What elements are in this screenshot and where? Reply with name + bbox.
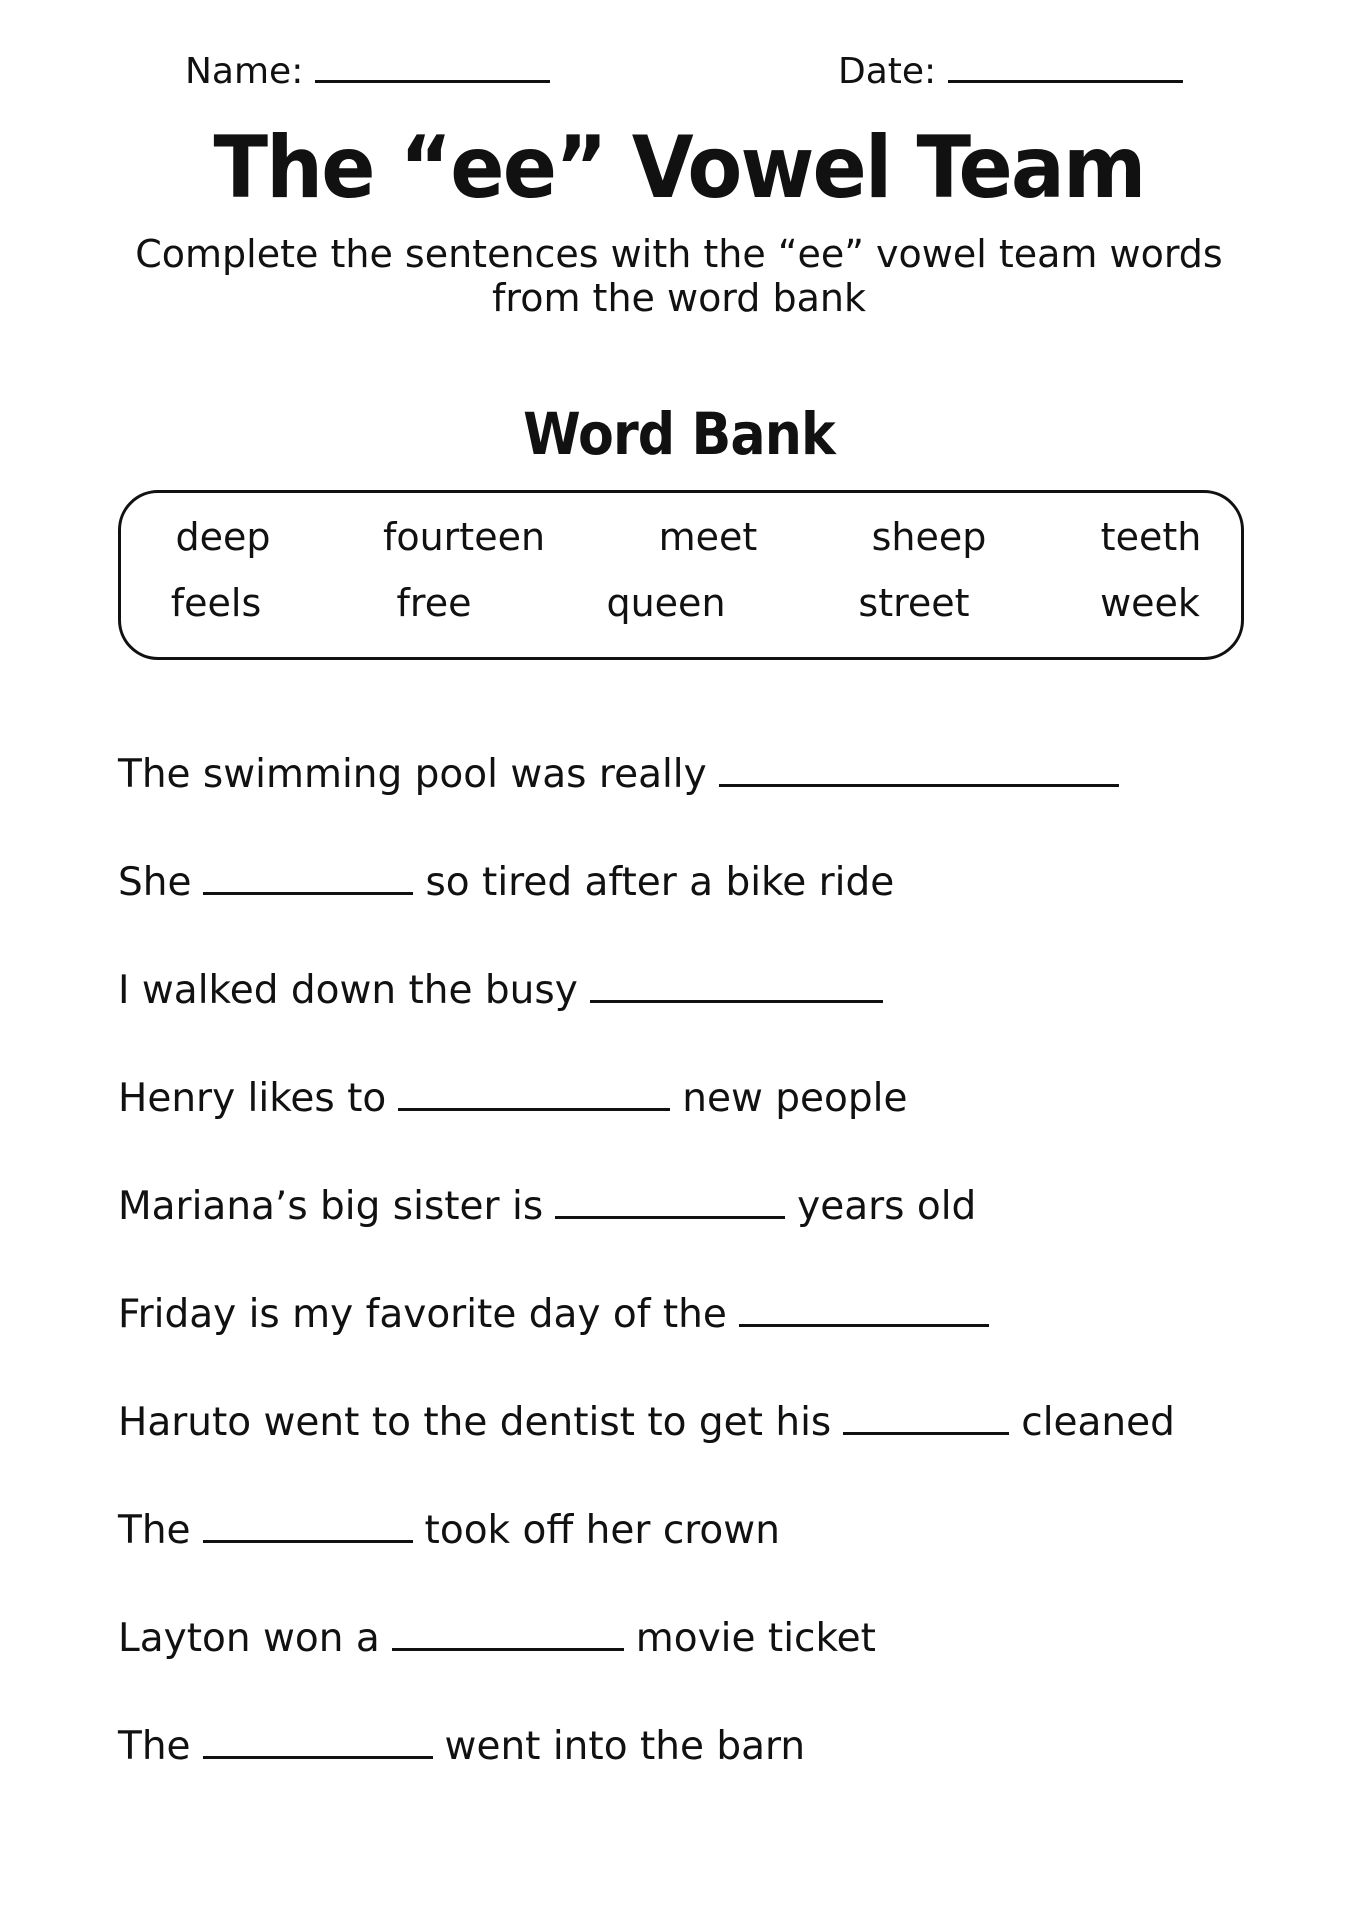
word-bank-word: sheep: [871, 515, 987, 559]
sentence-text: Haruto went to the dentist to get his: [118, 1400, 832, 1445]
sentence-text: Henry likes to: [118, 1076, 387, 1121]
sentence-text: new people: [682, 1076, 908, 1121]
sentence-text: The: [118, 1508, 191, 1553]
sentence-text: cleaned: [1021, 1400, 1175, 1445]
sentence-6: [118, 1292, 1001, 1337]
word-bank-word: meet: [658, 515, 758, 559]
word-bank-box: [118, 490, 1244, 660]
word-bank-heading: Word Bank: [523, 400, 835, 468]
answer-blank[interactable]: [203, 862, 413, 895]
sentence-text: years old: [797, 1184, 977, 1229]
sentence-8: [118, 1508, 780, 1553]
date-blank[interactable]: [948, 50, 1183, 83]
sentence-5: [118, 1184, 976, 1229]
sentence-10: [118, 1724, 805, 1769]
sentence-text: so tired after a bike ride: [425, 860, 895, 905]
sentence-3: [118, 968, 895, 1013]
answer-blank[interactable]: [719, 754, 1119, 787]
date-label: Date:: [838, 51, 937, 92]
answer-blank[interactable]: [398, 1078, 670, 1111]
sentence-text: Friday is my favorite day of the: [118, 1292, 727, 1337]
answer-blank[interactable]: [203, 1510, 413, 1543]
word-bank-word: fourteen: [382, 515, 546, 559]
name-label: Name:: [185, 51, 304, 92]
sentence-text: went into the barn: [444, 1724, 806, 1769]
answer-blank[interactable]: [203, 1726, 433, 1759]
instructions-line-1: Complete the sentences with the “ee” vowel team words: [135, 232, 1223, 276]
answer-blank[interactable]: [843, 1402, 1009, 1435]
sentence-1: [118, 752, 1131, 797]
sentence-9: [118, 1616, 876, 1661]
date-field[interactable]: [838, 50, 1183, 92]
sentence-text: I walked down the busy: [118, 968, 578, 1013]
answer-blank[interactable]: [392, 1618, 624, 1651]
sentence-text: took off her crown: [424, 1508, 780, 1553]
page-title: The “ee” Vowel Team: [213, 118, 1145, 218]
answer-blank[interactable]: [555, 1186, 785, 1219]
word-bank-word: feels: [170, 581, 262, 625]
name-field[interactable]: [185, 50, 550, 92]
sentence-text: The: [118, 1724, 191, 1769]
answer-blank[interactable]: [590, 970, 883, 1003]
word-bank-word: teeth: [1100, 515, 1202, 559]
sentence-text: She: [118, 860, 192, 905]
sentence-text: movie ticket: [635, 1616, 876, 1661]
sentence-text: The swimming pool was really: [118, 752, 707, 797]
word-bank-word: street: [858, 581, 970, 625]
word-bank-word: week: [1100, 581, 1200, 625]
sentence-text: Mariana’s big sister is: [118, 1184, 544, 1229]
sentence-4: [118, 1076, 907, 1121]
sentence-text: Layton won a: [118, 1616, 380, 1661]
name-blank[interactable]: [315, 50, 550, 83]
word-bank-word: free: [396, 581, 472, 625]
answer-blank[interactable]: [739, 1294, 989, 1327]
word-bank-word: deep: [175, 515, 271, 559]
sentence-2: [118, 860, 894, 905]
sentence-7: [118, 1400, 1175, 1445]
word-bank-word: queen: [606, 581, 726, 625]
instructions-line-2: from the word bank: [492, 276, 866, 320]
instructions: [0, 232, 1358, 320]
